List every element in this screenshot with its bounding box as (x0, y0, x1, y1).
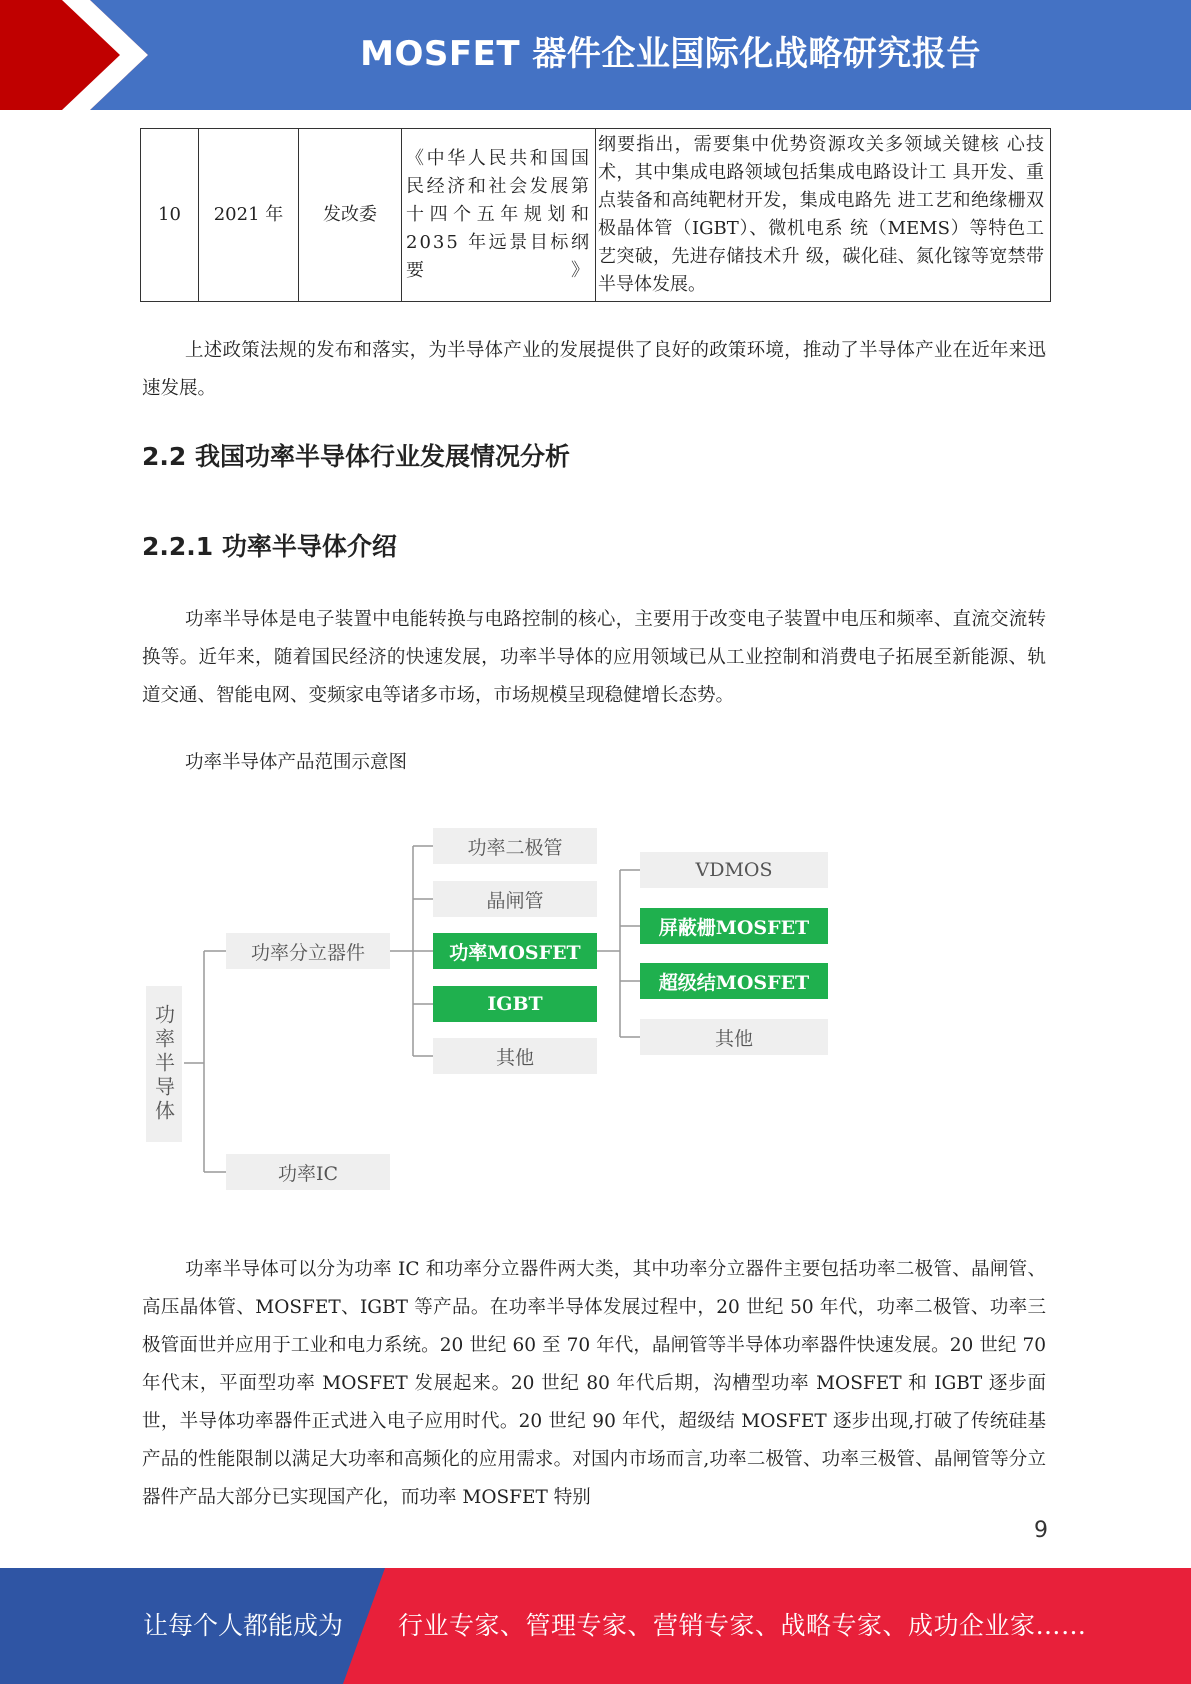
footer-lead-text: 让每个人都能成为 (143, 1611, 344, 1640)
diagram-node-other-discrete: 其他 (433, 1038, 597, 1074)
diagram-node-ic: 功率IC (226, 1154, 390, 1190)
paragraph-power-semi-intro: 功率半导体是电子装置中电能转换与电路控制的核心，主要用于改变电子装置中电压和频率、直流交流转换等。近年来，随着国民经济的快速发展，功率半导体的应用领域已从工业控制和消费电子拓展至新能源、轨道交通、智能电网、变频家电等诸多市场，市场规模呈现稳健增长态势。 (142, 609, 1046, 706)
section-heading-2-2-1: 2.2.1 功率半导体介绍 (142, 532, 397, 561)
page-header (0, 0, 1191, 110)
diagram-node-mosfet: 功率MOSFET (433, 933, 597, 969)
footer-slogan: 行业专家、管理专家、营销专家、战略专家、成功企业家…… (398, 1611, 1087, 1640)
paragraph-classification-history: 功率半导体可以分为功率 IC 和功率分立器件两大类，其中功率分立器件主要包括功率二极管、晶闸管、高压晶体管、MOSFET、IGBT 等产品。在功率半导体发展过程中，20 世纪 50 年代，功率二极管、功率三极管面世并应用于工业和电力系统。20 世纪 60 至 70 年代，晶闸管等半导体功率器件快速发展。20 世纪 70 年代末，平面型功率 MOSFET 发展起来。20 世纪 80 年代后期，沟槽型功率 MOSFET 和 IGBT 逐步面世，半导体功率器件正式进入电子应用时代。20 世纪 90 年代，超级结 MOSFET 逐步出现,打破了传统硅基产品的性能限制以满足大功率和高频化的应用需求。对国内市场而言,功率二极管、功率三极管、晶闸管等分立器件产品大部分已实现国产化，而功率 MOSFET 特别 (142, 1259, 1046, 1508)
table-row (141, 129, 1051, 302)
figure-caption: 功率半导体产品范围示意图 (185, 752, 408, 773)
page-footer (0, 1568, 1191, 1684)
diagram-node-super-junction: 超级结MOSFET (640, 963, 828, 999)
diagram-node-discrete: 功率分立器件 (226, 933, 390, 969)
section-heading-2-2: 2.2 我国功率半导体行业发展情况分析 (142, 442, 570, 471)
product-scope-diagram (140, 820, 840, 1200)
policy-table (140, 128, 1051, 302)
diagram-node-shield-gate: 屏蔽栅MOSFET (640, 908, 828, 944)
table-cell-no: 10 (141, 129, 199, 302)
diagram-node-igbt: IGBT (433, 986, 597, 1022)
diagram-node-root: 功率半导体 (146, 986, 182, 1142)
paragraph-policy-summary: 上述政策法规的发布和落实，为半导体产业的发展提供了良好的政策环境，推动了半导体产业在近年来迅速发展。 (142, 340, 1046, 399)
diagram-node-vdmos: VDMOS (640, 852, 828, 888)
diagram-node-thyristor: 晶闸管 (433, 881, 597, 917)
table-cell-title: 《中华人民共和国国民经济和社会发展第十四个五年规划和 2035 年远景目标纲要》 (402, 129, 596, 302)
page-number: 9 (1034, 1518, 1048, 1543)
report-title: MOSFET 器件企业国际化战略研究报告 (360, 34, 981, 74)
table-cell-org: 发改委 (299, 129, 402, 302)
table-cell-content: 纲要指出，需要集中优势资源攻关多领域关键核 心技术，其中集成电路领域包括集成电路设计工 具开发、重点装备和高纯靶材开发，集成电路先 进工艺和绝缘栅双极晶体管（IGBT）、微机电系 统（MEMS）等特色工艺突破，先进存储技术升 级，碳化硅、氮化镓等宽禁带半导体发展。 (596, 129, 1051, 302)
diagram-node-other-mosfet: 其他 (640, 1019, 828, 1055)
table-cell-year: 2021 年 (199, 129, 299, 302)
header-red-chevron (0, 0, 150, 110)
diagram-node-diode: 功率二极管 (433, 828, 597, 864)
